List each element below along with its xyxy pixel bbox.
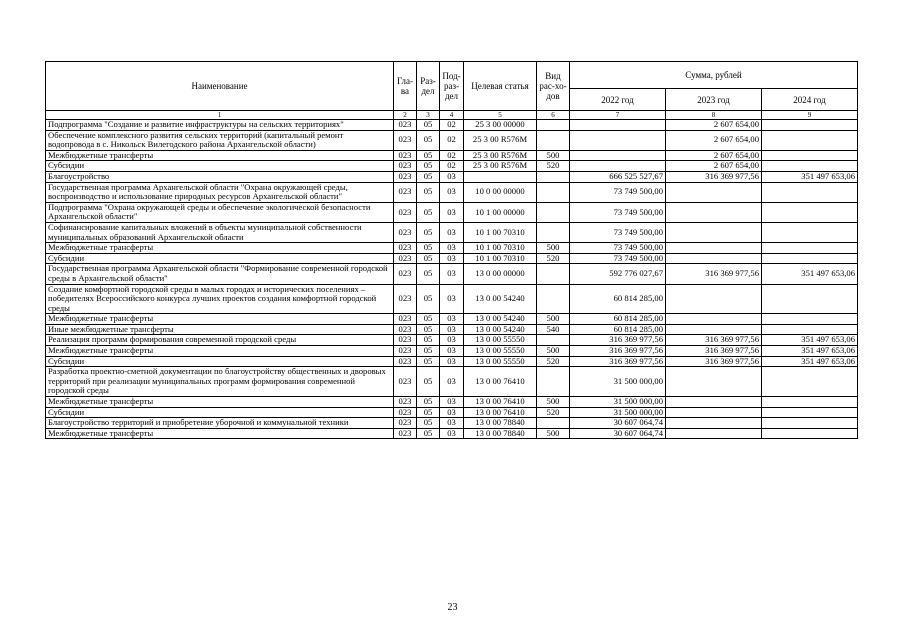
row-glava: 023 [394,335,417,346]
row-sum-2023 [666,222,762,242]
row-name: Разработка проектно-сметной документации по благоустройству общественных и дворовых территорий при реализации муниципальных программ формирования современной городской среды [46,367,394,397]
row-sum-2023: 316 369 977,56 [666,356,762,367]
row-razdel: 05 [417,428,440,439]
row-sum-2022: 666 525 527,67 [570,171,666,182]
row-sum-2023 [666,428,762,439]
row-glava: 023 [394,130,417,150]
column-number: 4 [440,111,464,120]
row-expense-type: 520 [537,407,570,418]
row-expense-type [537,418,570,429]
row-podrazdel: 03 [440,222,464,242]
row-target-article: 13 0 00 76410 [464,367,537,397]
column-numbers-row [46,111,858,120]
table-row [46,397,858,408]
row-razdel: 05 [417,243,440,254]
row-name: Субсидии [46,356,394,367]
row-razdel: 05 [417,120,440,131]
row-razdel: 05 [417,182,440,202]
row-sum-2024 [762,130,858,150]
row-name: Реализация программ формирования современной городской среды [46,335,394,346]
row-name: Иные межбюджетные трансферты [46,324,394,335]
row-target-article: 13 0 00 54240 [464,314,537,325]
row-sum-2022: 316 369 977,56 [570,356,666,367]
row-sum-2024 [762,182,858,202]
row-target-article: 13 0 00 55550 [464,356,537,367]
row-name: Межбюджетные трансферты [46,346,394,357]
table-row [46,346,858,357]
row-razdel: 05 [417,356,440,367]
table-row [46,130,858,150]
row-glava: 023 [394,120,417,131]
header-year-2022: 2022 год [570,89,666,111]
row-podrazdel: 03 [440,243,464,254]
row-razdel: 05 [417,284,440,314]
row-glava: 023 [394,171,417,182]
row-podrazdel: 03 [440,407,464,418]
row-glava: 023 [394,356,417,367]
row-podrazdel: 03 [440,202,464,222]
row-expense-type: 520 [537,161,570,172]
table-body [46,120,858,439]
row-podrazdel: 02 [440,150,464,161]
row-podrazdel: 03 [440,356,464,367]
row-sum-2022: 316 369 977,56 [570,335,666,346]
row-sum-2024 [762,284,858,314]
row-razdel: 05 [417,222,440,242]
row-glava: 023 [394,150,417,161]
header-target: Целевая статья [464,62,537,111]
row-glava: 023 [394,253,417,264]
row-razdel: 05 [417,253,440,264]
row-expense-type: 500 [537,346,570,357]
table-row [46,150,858,161]
row-name: Субсидии [46,407,394,418]
row-sum-2024 [762,222,858,242]
row-target-article: 13 0 00 00000 [464,264,537,284]
row-expense-type: 500 [537,243,570,254]
row-sum-2022: 60 814 285,00 [570,314,666,325]
row-expense-type [537,222,570,242]
row-razdel: 05 [417,367,440,397]
row-target-article: 13 0 00 55550 [464,335,537,346]
row-target-article: 10 1 00 00000 [464,202,537,222]
row-podrazdel: 03 [440,324,464,335]
row-name: Межбюджетные трансферты [46,150,394,161]
row-sum-2023 [666,243,762,254]
row-sum-2022 [570,130,666,150]
row-sum-2023 [666,284,762,314]
row-target-article: 13 0 00 78840 [464,428,537,439]
table-row [46,407,858,418]
row-name: Благоустройство территорий и приобретение уборочной и коммунальной техники [46,418,394,429]
row-glava: 023 [394,284,417,314]
table-row [46,120,858,131]
row-sum-2023: 2 607 654,00 [666,161,762,172]
table-row [46,418,858,429]
table-row [46,243,858,254]
row-sum-2022: 30 607 064,74 [570,418,666,429]
row-glava: 023 [394,182,417,202]
table-row [46,182,858,202]
row-sum-2023: 2 607 654,00 [666,150,762,161]
row-glava: 023 [394,161,417,172]
column-number: 3 [417,111,440,120]
row-name: Межбюджетные трансферты [46,397,394,408]
row-sum-2024 [762,243,858,254]
column-number: 1 [46,111,394,120]
row-target-article: 13 0 00 78840 [464,418,537,429]
table-row [46,314,858,325]
table-row [46,161,858,172]
row-podrazdel: 03 [440,428,464,439]
row-target-article: 10 1 00 70310 [464,253,537,264]
row-podrazdel: 03 [440,314,464,325]
row-sum-2024: 351 497 653,06 [762,335,858,346]
row-razdel: 05 [417,324,440,335]
column-number: 9 [762,111,858,120]
row-sum-2023: 316 369 977,56 [666,335,762,346]
row-razdel: 05 [417,397,440,408]
row-sum-2022: 31 500 000,00 [570,407,666,418]
row-expense-type [537,264,570,284]
row-razdel: 05 [417,314,440,325]
row-sum-2024 [762,314,858,325]
row-name: Субсидии [46,253,394,264]
row-target-article: 13 0 00 76410 [464,407,537,418]
row-target-article: 25 3 00 R576M [464,130,537,150]
row-expense-type [537,171,570,182]
row-sum-2024: 351 497 653,06 [762,171,858,182]
row-glava: 023 [394,346,417,357]
row-sum-2023: 316 369 977,56 [666,264,762,284]
column-number: 5 [464,111,537,120]
row-target-article: 10 1 00 70310 [464,222,537,242]
row-name: Подпрограмма "Создание и развитие инфраструктуры на сельских территориях" [46,120,394,131]
row-sum-2022 [570,120,666,131]
row-glava: 023 [394,418,417,429]
row-name: Межбюджетные трансферты [46,243,394,254]
row-sum-2022: 60 814 285,00 [570,284,666,314]
header-name: Наименование [46,62,394,111]
table-row [46,264,858,284]
row-sum-2022: 60 814 285,00 [570,324,666,335]
row-expense-type: 500 [537,397,570,408]
row-sum-2022: 73 749 500,00 [570,222,666,242]
row-sum-2022: 73 749 500,00 [570,202,666,222]
row-expense-type: 520 [537,253,570,264]
row-name: Благоустройство [46,171,394,182]
row-sum-2023 [666,324,762,335]
row-glava: 023 [394,428,417,439]
row-sum-2022 [570,150,666,161]
table-row [46,202,858,222]
row-expense-type [537,284,570,314]
row-target-article: 25 3 00 R576M [464,150,537,161]
table-row [46,324,858,335]
row-podrazdel: 02 [440,120,464,131]
row-sum-2024 [762,202,858,222]
table-row [46,335,858,346]
row-razdel: 05 [417,264,440,284]
row-name: Субсидии [46,161,394,172]
row-expense-type: 520 [537,356,570,367]
table-row [46,367,858,397]
table-row [46,253,858,264]
row-target-article: 25 3 00 00000 [464,120,537,131]
row-sum-2024 [762,407,858,418]
header-vid: Вид рас-хо-дов [537,62,570,111]
row-target-article: 25 3 00 R576M [464,161,537,172]
row-expense-type [537,182,570,202]
row-sum-2024 [762,418,858,429]
row-expense-type [537,335,570,346]
row-sum-2023 [666,202,762,222]
row-podrazdel: 03 [440,264,464,284]
row-sum-2024 [762,150,858,161]
row-expense-type: 500 [537,314,570,325]
row-name: Обеспечение комплексного развития сельских территорий (капитальный ремонт водопровода в с. Никольск Вилегодского района Архангельской области) [46,130,394,150]
row-sum-2022: 73 749 500,00 [570,253,666,264]
row-target-article: 13 0 00 55550 [464,346,537,357]
column-number: 6 [537,111,570,120]
row-target-article: 13 0 00 54240 [464,284,537,314]
row-sum-2024: 351 497 653,06 [762,346,858,357]
row-sum-2023 [666,182,762,202]
row-razdel: 05 [417,335,440,346]
row-glava: 023 [394,264,417,284]
row-sum-2024 [762,367,858,397]
column-number: 2 [394,111,417,120]
column-number: 8 [666,111,762,120]
header-year-2024: 2024 год [762,89,858,111]
row-name: Межбюджетные трансферты [46,314,394,325]
row-razdel: 05 [417,418,440,429]
row-sum-2022: 316 369 977,56 [570,346,666,357]
row-expense-type [537,367,570,397]
row-glava: 023 [394,407,417,418]
row-name: Межбюджетные трансферты [46,428,394,439]
row-podrazdel: 03 [440,397,464,408]
table-row [46,428,858,439]
row-podrazdel: 03 [440,253,464,264]
row-sum-2023 [666,314,762,325]
row-target-article: 10 0 00 00000 [464,182,537,202]
row-expense-type: 540 [537,324,570,335]
row-target-article: 13 0 00 54240 [464,324,537,335]
table-row [46,222,858,242]
row-podrazdel: 03 [440,367,464,397]
row-expense-type: 500 [537,428,570,439]
row-glava: 023 [394,367,417,397]
row-razdel: 05 [417,202,440,222]
row-sum-2024: 351 497 653,06 [762,264,858,284]
table-row [46,284,858,314]
row-sum-2023: 316 369 977,56 [666,346,762,357]
row-sum-2024 [762,120,858,131]
budget-table [45,61,858,439]
row-glava: 023 [394,222,417,242]
table-row [46,171,858,182]
row-podrazdel: 03 [440,418,464,429]
row-name: Подпрограмма "Охрана окружающей среды и обеспечение экологической безопасности Архангельской области" [46,202,394,222]
header-year-2023: 2023 год [666,89,762,111]
column-number: 7 [570,111,666,120]
row-sum-2022: 73 749 500,00 [570,182,666,202]
row-razdel: 05 [417,346,440,357]
row-razdel: 05 [417,171,440,182]
row-sum-2024 [762,161,858,172]
budget-table-sheet [45,61,857,439]
row-target-article [464,171,537,182]
row-podrazdel: 03 [440,346,464,357]
row-podrazdel: 02 [440,161,464,172]
table-row [46,356,858,367]
row-glava: 023 [394,243,417,254]
row-sum-2024: 351 497 653,06 [762,356,858,367]
row-sum-2023: 2 607 654,00 [666,120,762,131]
row-name: Государственная программа Архангельской области "Формирование современной городской среды в Архангельской области" [46,264,394,284]
row-glava: 023 [394,202,417,222]
row-podrazdel: 03 [440,171,464,182]
row-expense-type [537,120,570,131]
row-podrazdel: 03 [440,335,464,346]
row-sum-2024 [762,397,858,408]
row-sum-2022: 30 607 064,74 [570,428,666,439]
row-podrazdel: 03 [440,182,464,202]
row-sum-2024 [762,253,858,264]
row-sum-2023 [666,367,762,397]
row-sum-2023 [666,253,762,264]
row-sum-2022: 73 749 500,00 [570,243,666,254]
row-sum-2023 [666,397,762,408]
header-podrazdel: Под-раз-дел [440,62,464,111]
row-podrazdel: 03 [440,284,464,314]
row-glava: 023 [394,324,417,335]
row-sum-2024 [762,428,858,439]
header-sum: Сумма, рублей [570,62,858,89]
row-sum-2022: 592 776 027,67 [570,264,666,284]
row-sum-2022 [570,161,666,172]
row-sum-2023: 316 369 977,56 [666,171,762,182]
header-razdel: Раз-дел [417,62,440,111]
row-name: Создание комфортной городской среды в малых городах и исторических поселениях – победителях Всероссийского конкурса лучших проектов создания комфортной городской среды [46,284,394,314]
row-razdel: 05 [417,130,440,150]
row-glava: 023 [394,397,417,408]
row-target-article: 13 0 00 76410 [464,397,537,408]
row-expense-type: 500 [537,150,570,161]
row-podrazdel: 02 [440,130,464,150]
row-name: Государственная программа Архангельской области "Охрана окружающей среды, воспроизводство и использование природных ресурсов Архангельской области" [46,182,394,202]
row-razdel: 05 [417,407,440,418]
row-sum-2022: 31 500 000,00 [570,397,666,408]
row-name: Софинансирование капитальных вложений в объекты муниципальной собственности муниципальных образований Архангельской области [46,222,394,242]
row-expense-type [537,202,570,222]
row-sum-2023 [666,407,762,418]
row-sum-2022: 31 500 000,00 [570,367,666,397]
row-target-article: 10 1 00 70310 [464,243,537,254]
row-expense-type [537,130,570,150]
header-glava: Гла-ва [394,62,417,111]
row-razdel: 05 [417,150,440,161]
row-sum-2023: 2 607 654,00 [666,130,762,150]
page-number: 23 [447,602,458,613]
row-glava: 023 [394,314,417,325]
row-sum-2024 [762,324,858,335]
row-sum-2023 [666,418,762,429]
row-razdel: 05 [417,161,440,172]
